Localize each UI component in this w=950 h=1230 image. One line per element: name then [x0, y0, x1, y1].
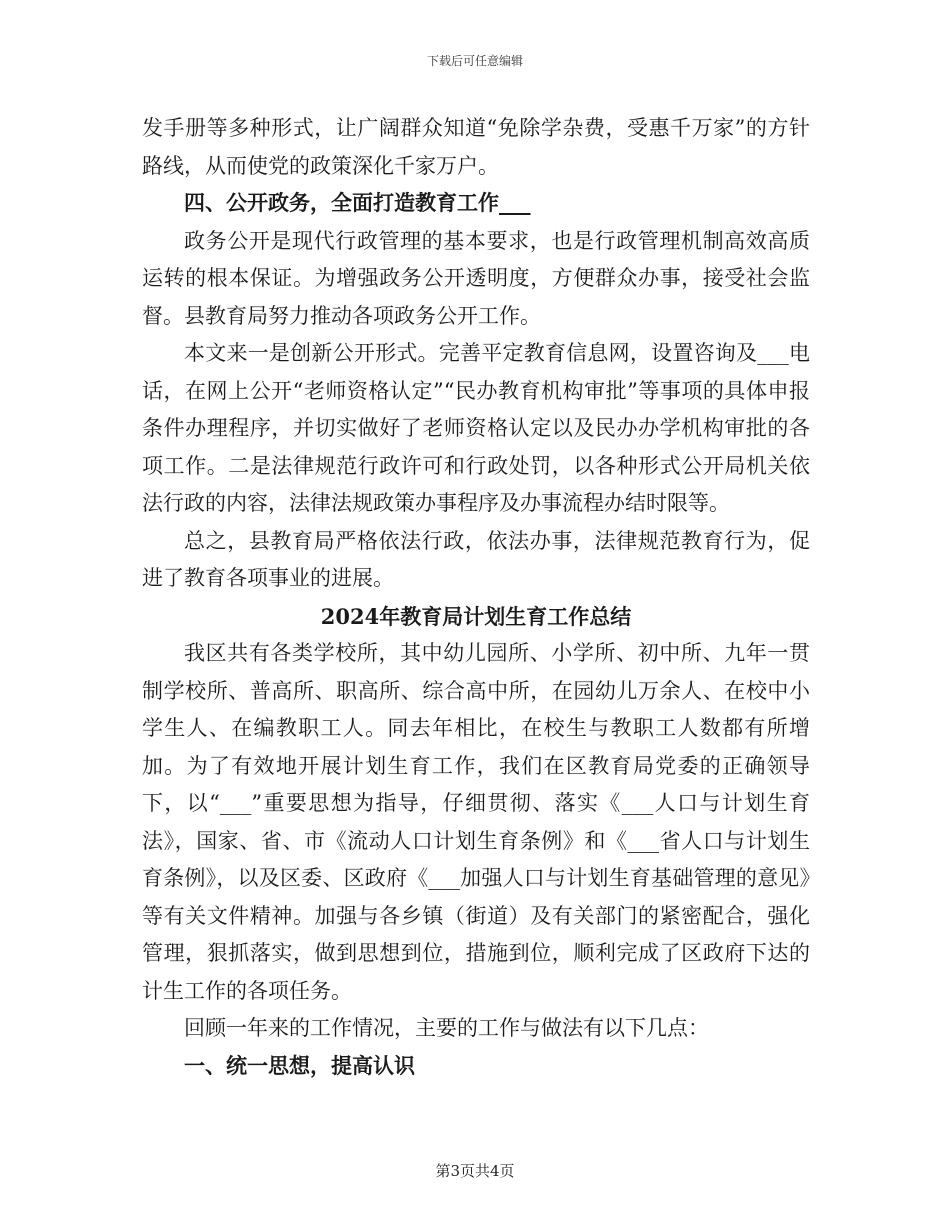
- section-heading-4: 四、公开政务，全面打造教育工作___: [184, 191, 531, 215]
- page-header: 下载后可任意编辑: [426, 54, 523, 68]
- paragraph-review: 回顾一年来的工作情况，主要的工作与做法有以下几点：: [184, 1016, 709, 1040]
- section-heading-1: 一、统一思想，提高认识: [184, 1053, 415, 1078]
- document-body: [142, 110, 810, 1085]
- page-footer: 第3页共4页: [435, 1162, 515, 1180]
- paragraph-government-affairs: 政务公开是现代行政管理的基本要求，也是行政管理机制高效高质运转的根本保证。为增强政务公开透明度，方便群众办事，接受社会监督。县教育局努力推动各项政务公开工作。: [142, 228, 810, 328]
- paragraph-schools-overview: 我区共有各类学校所，其中幼儿园所、小学所、初中所、九年一贯制学校所、普高所、职高所、综合高中所，在园幼儿万余人、在校中小学生人、在编教职工人。同去年相比，在校生与教职工人数都有所增加。为了有效地开展计划生育工作，我们在区教育局党委的正确领导下，以“___”重要思想为指导，仔细贯彻、落实《___人口与计划生育法》，国家、省、市《流动人口计划生育条例》和《___省人口与计划生育条例》，以及区委、区政府《___加强人口与计划生育基础管理的意见》等有关文件精神。加强与各乡镇（街道）及有关部门的紧密配合，强化管理，狠抓落实，做到思想到位，措施到位，顺利完成了区政府下达的计生工作的各项任务。: [142, 641, 810, 1003]
- document-title: 2024年教育局计划生育工作总结: [320, 603, 632, 629]
- paragraph-public-forms: 本文来一是创新公开形式。完善平定教育信息网，设置咨询及___电话，在网上公开“老师资格认定”“民办教育机构审批”等事项的具体申报条件办理程序，并切实做好了老师资格认定以及民办办学机构审批的各项工作。二是法律规范行政许可和行政处罚，以各种形式公开局机关依法行政的内容，法律法规政策办事程序及办事流程办结时限等。: [142, 341, 810, 515]
- paragraph-conclusion: 总之，县教育局严格依法行政，依法办事，法律规范教育行为，促进了教育各项事业的进展。: [142, 528, 810, 590]
- paragraph-continuation: 发手册等多种形式，让广阔群众知道“免除学杂费，受惠千万家”的方针路线，从而使党的政策深化千家万户。: [142, 116, 810, 178]
